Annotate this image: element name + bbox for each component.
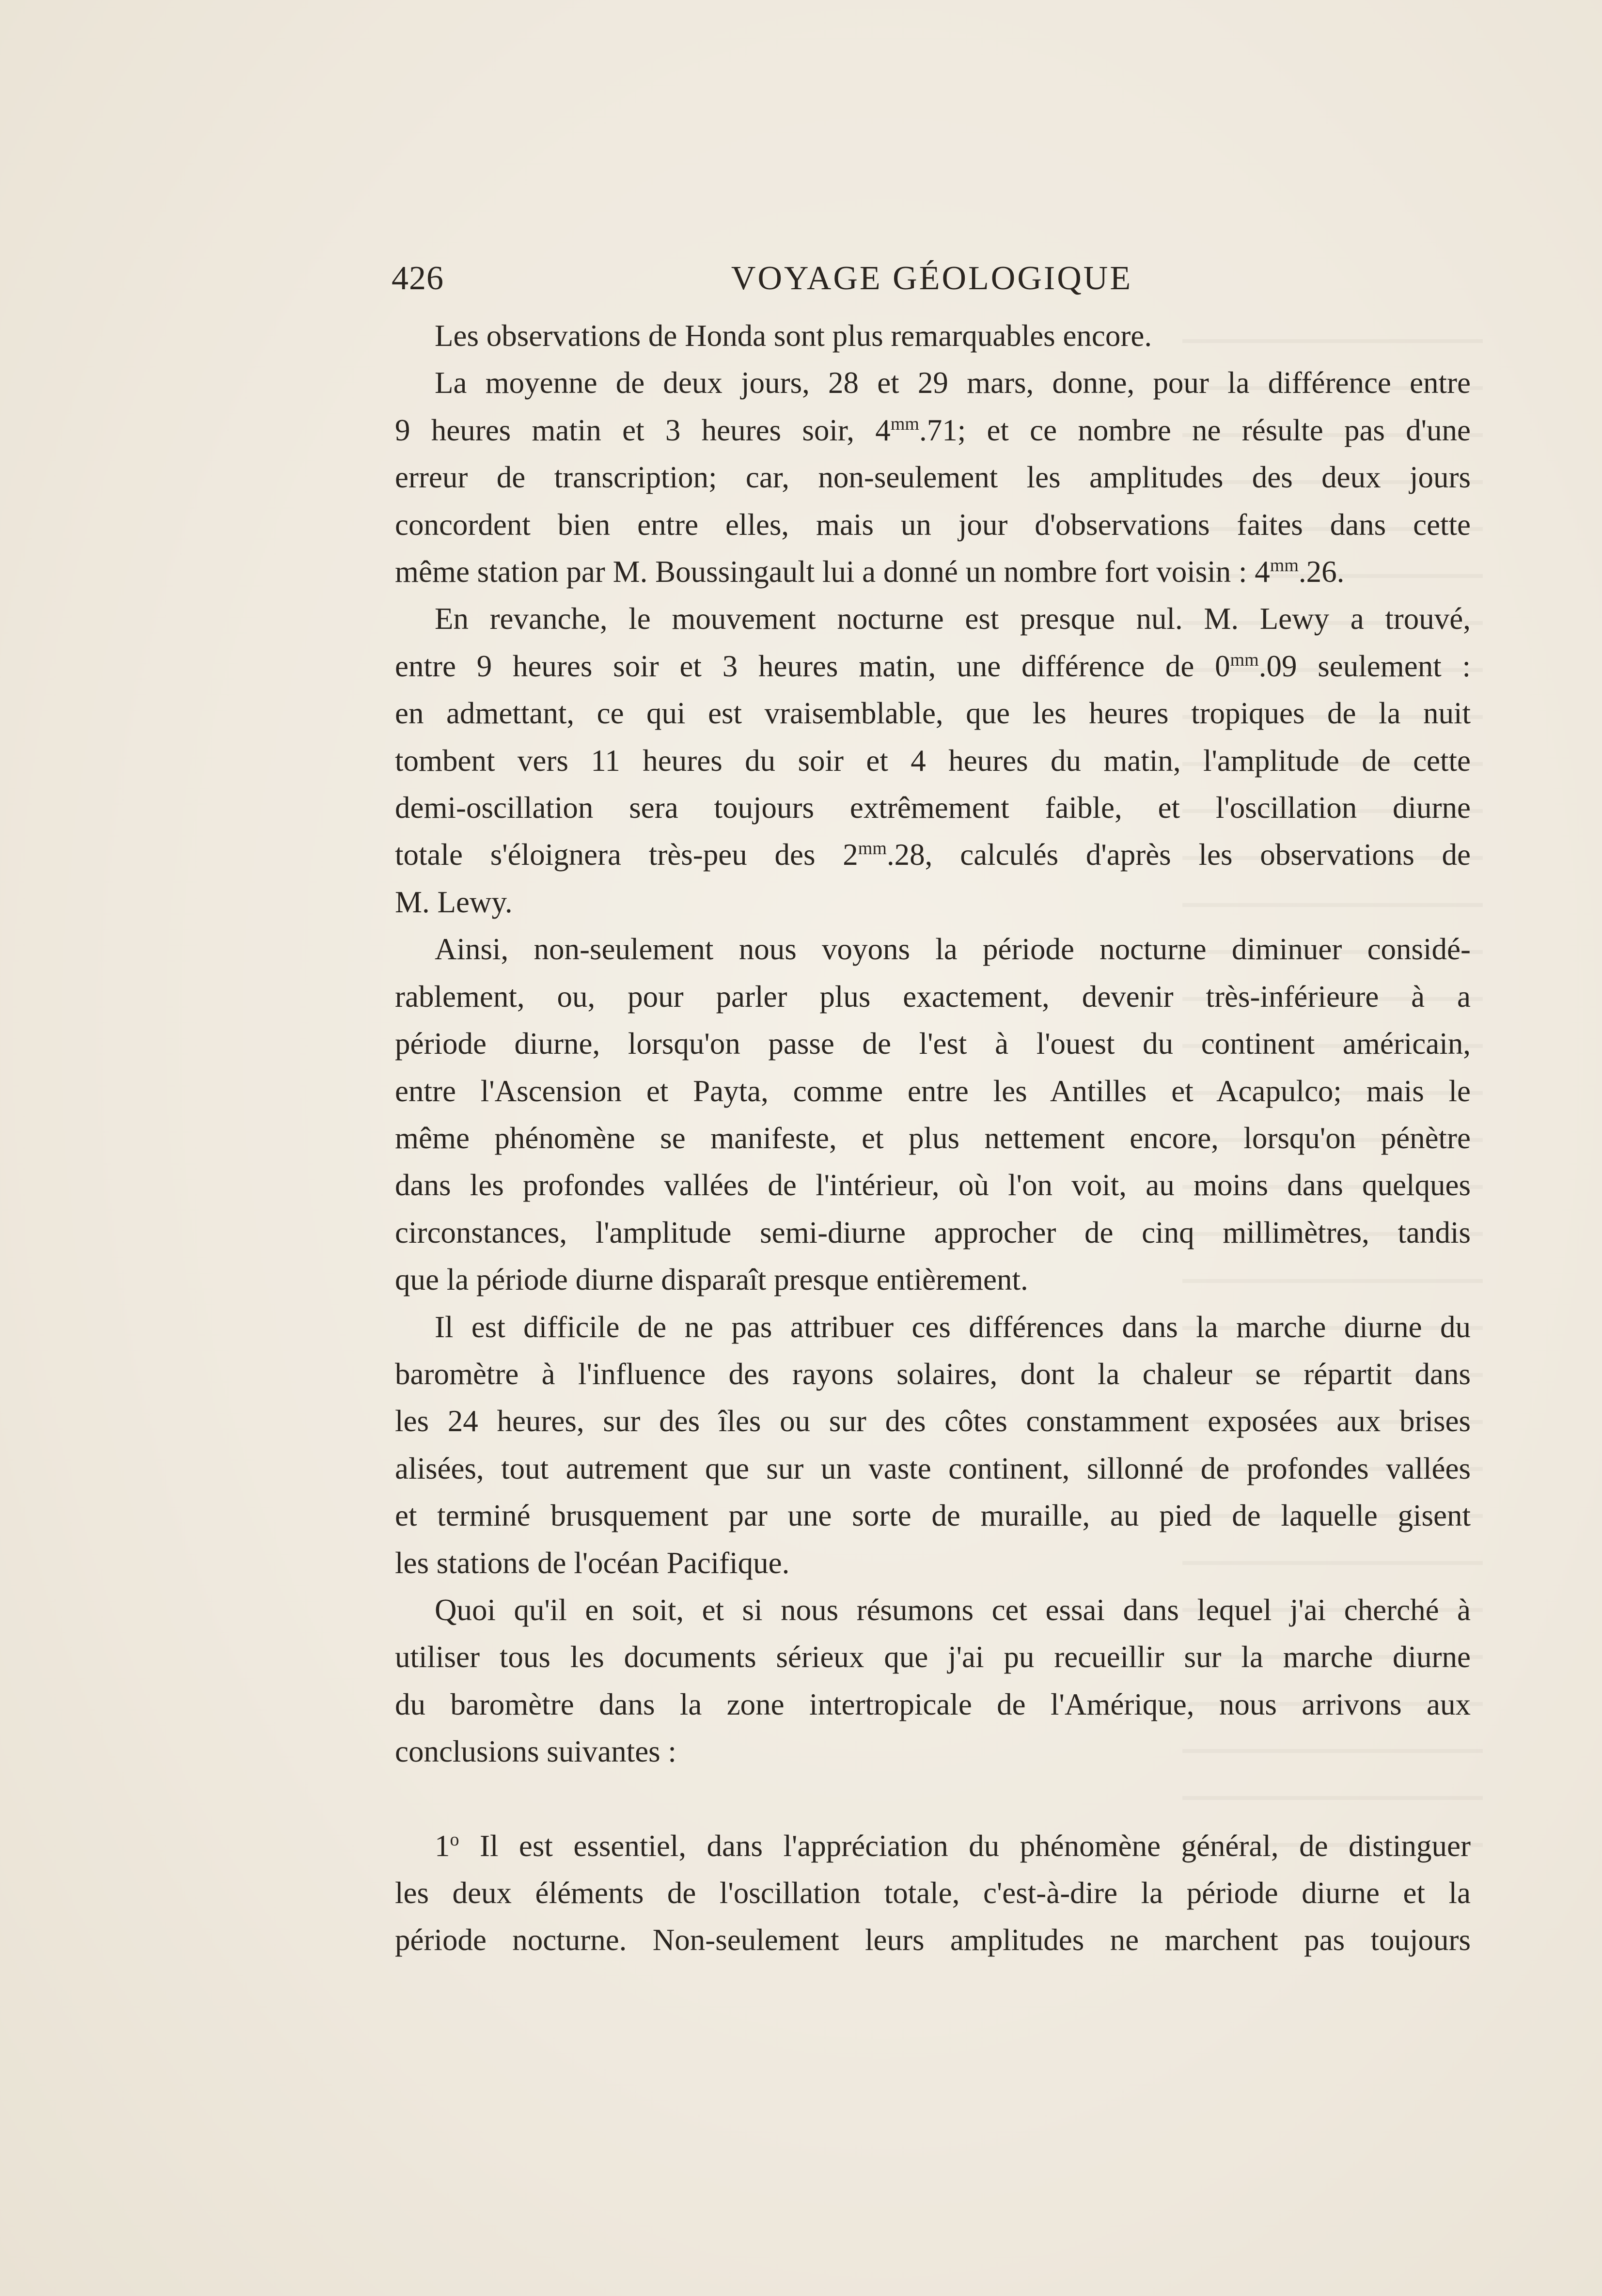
paragraph — [395, 595, 1471, 926]
paragraph — [395, 1823, 1471, 1964]
text-line: entre 9 heures soir et 3 heures matin, une différence de $0^{mm}.09$ seulement : — [395, 649, 1471, 683]
text-line: même phénomène se manifeste, et plus nettement encore, lorsqu'on pénètre — [395, 1121, 1471, 1155]
text-line: M. Lewy. — [395, 885, 513, 919]
text-line: En revanche, le mouvement nocturne est presque nul. M. Lewy a trouvé, — [435, 602, 1471, 636]
text-line: que la période diurne disparaît presque entièrement. — [395, 1263, 1028, 1297]
text-line: du baromètre dans la zone intertropicale de l'Amérique, nous arrivons aux — [395, 1687, 1471, 1721]
text-line: La moyenne de deux jours, 28 et 29 mars, donne, pour la différence entre — [435, 366, 1471, 400]
text-line: alisées, tout autrement que sur un vaste continent, sillonné de profondes vallées — [395, 1451, 1471, 1485]
text-line: entre l'Ascension et Payta, comme entre les Antilles et Acapulco; mais le — [395, 1074, 1471, 1108]
text-line: erreur de transcription; car, non-seulement les amplitudes des deux jours — [395, 460, 1471, 495]
text-line: les stations de l'océan Pacifique. — [395, 1546, 790, 1580]
text-line: baromètre à l'influence des rayons solaires, dont la chaleur se répartit dans — [395, 1357, 1471, 1391]
page-header — [392, 252, 1472, 305]
text-line: dans les profondes vallées de l'intérieur, où l'on voit, au moins dans quelques — [395, 1168, 1471, 1203]
text-line: Il est difficile de ne pas attribuer ces différences dans la marche diurne du — [435, 1310, 1471, 1344]
paragraph — [395, 1304, 1471, 1587]
page-number: 426 — [392, 260, 444, 297]
text-line: totale s'éloignera très-peu des $2^{mm}.28$, calculés d'après les observations de — [395, 838, 1471, 872]
text-line: utiliser tous les documents sérieux que j'ai pu recueillir sur la marche diurne — [395, 1640, 1471, 1674]
paragraph — [395, 312, 1471, 359]
text-line: et terminé brusquement par une sorte de muraille, au pied de laquelle gisent — [395, 1499, 1471, 1533]
text-line: Quoi qu'il en soit, et si nous résumons cet essai dans lequel j'ai cherché à — [435, 1593, 1471, 1627]
text-line: Ainsi, non-seulement nous voyons la période nocturne diminuer considé- — [435, 932, 1471, 967]
text-line: demi-oscillation sera toujours extrêmement faible, et l'oscillation diurne — [395, 791, 1471, 825]
paragraph — [395, 359, 1471, 595]
text-line: circonstances, l'amplitude semi-diurne approcher de cinq millimètres, tandis — [395, 1215, 1471, 1250]
text-line: période diurne, lorsqu'on passe de l'est à l'ouest du continent américain, — [395, 1027, 1471, 1061]
paragraph — [395, 926, 1471, 1303]
text-line: conclusions suivantes : — [395, 1734, 676, 1769]
paragraph-gap — [395, 1776, 1471, 1823]
running-head: VOYAGE GÉOLOGIQUE — [731, 260, 1133, 297]
text-line: 9 heures matin et 3 heures soir, $4^{mm}.71$; et ce nombre ne résulte pas d'une — [395, 413, 1471, 447]
text-line: même station par M. Boussingault lui a donné un nombre fort voisin : $4^{mm}.26$. — [395, 555, 1345, 589]
text-line: concordent bien entre elles, mais un jour d'observations faites dans cette — [395, 507, 1471, 542]
text-line: en admettant, ce qui est vraisemblable, que les heures tropiques de la nuit — [395, 696, 1471, 731]
text-line: les 24 heures, sur des îles ou sur des côtes constamment exposées aux brises — [395, 1404, 1471, 1438]
text-line: Les observations de Honda sont plus remarquables encore. — [435, 319, 1152, 353]
text-line: période nocturne. Non-seulement leurs amplitudes ne marchent pas toujours — [395, 1923, 1471, 1957]
paragraph — [395, 1587, 1471, 1776]
body-text — [395, 312, 1471, 1964]
text-line: tombent vers 11 heures du soir et 4 heures du matin, l'amplitude de cette — [395, 743, 1471, 778]
text-line: rablement, ou, pour parler plus exactement, devenir très-inférieure à a — [395, 979, 1471, 1014]
text-line: les deux éléments de l'oscillation totale, c'est-à-dire la période diurne et la — [395, 1876, 1471, 1910]
text-line: 1$^o$ Il est essentiel, dans l'appréciation du phénomène général, de distinguer — [435, 1828, 1471, 1863]
